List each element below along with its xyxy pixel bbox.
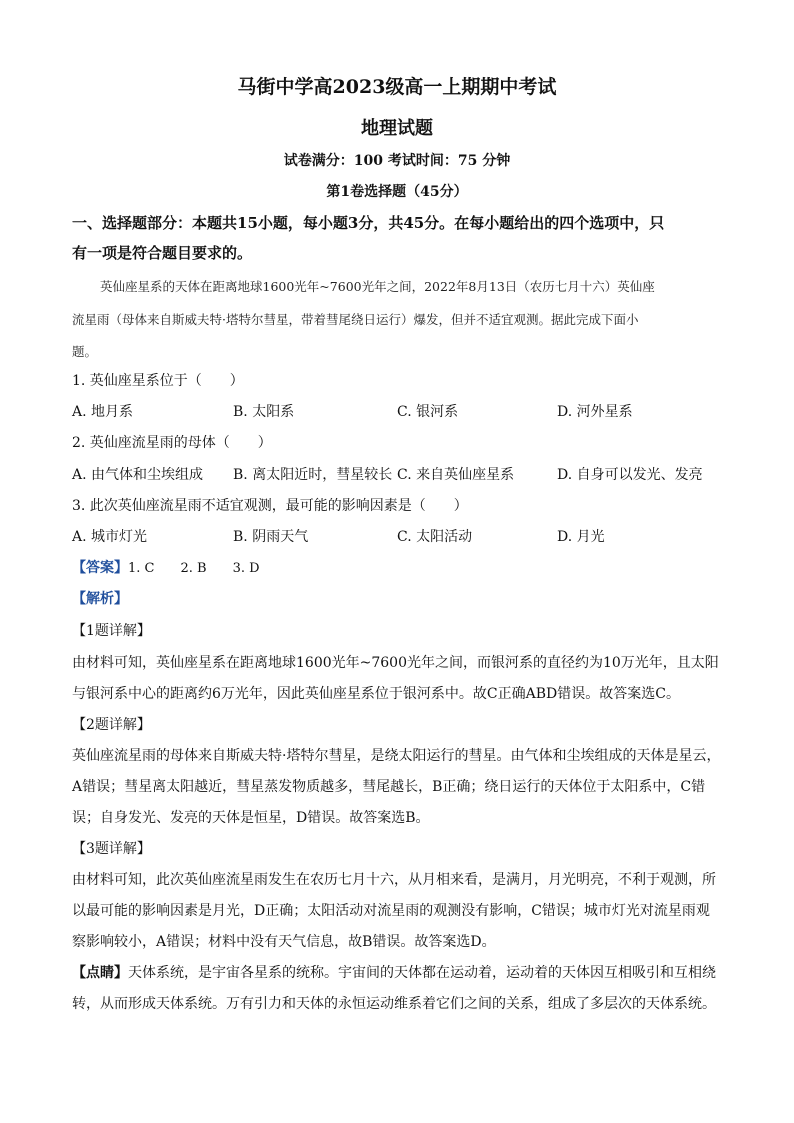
material-line1: 英仙座星系的天体在距离地球1600光年~7600光年之间，2022年8月13日（农历七月十六）英仙座: [100, 279, 655, 294]
question-1-stem: 1. 英仙座星系位于（ ）: [72, 373, 244, 389]
section-instruction-line2: 有一项是符合题目要求的。: [72, 244, 253, 262]
tip-label: 【点睛】: [72, 965, 128, 981]
material-line3: 题。: [72, 344, 98, 359]
q2-detail-line: 误；自身发光、发亮的天体是恒星，D错误。故答案选B。: [72, 810, 430, 826]
question-1-option-d: D. 河外星系: [557, 404, 633, 420]
question-2-stem: 2. 英仙座流星雨的母体（ ）: [72, 435, 272, 451]
q3-detail-label: 【3题详解】: [72, 841, 151, 857]
question-3-stem: 3. 此次英仙座流星雨不适宜观测，最可能的影响因素是（ ）: [72, 498, 468, 514]
question-3-option-b: B. 阴雨天气: [233, 529, 309, 545]
answer-values: 1. C 2. B 3. D: [128, 561, 260, 576]
question-1-option-b: B. 太阳系: [233, 404, 295, 420]
question-3-option-d: D. 月光: [557, 529, 605, 545]
q1-detail-line: 由材料可知，英仙座星系在距离地球1600光年~7600光年之间，而银河系的直径约为10万光年，且太阳: [72, 655, 719, 671]
q2-detail-label: 【2题详解】: [72, 717, 151, 733]
part-title: 第1卷选择题（45分）: [326, 184, 468, 200]
question-3-option-a: A. 城市灯光: [72, 529, 148, 545]
exam-title: 马街中学高2023级高一上期期中考试: [237, 76, 557, 98]
q1-detail-line: 与银河系中心的距离约6万光年，因此英仙座星系位于银河系中。故C正确ABD错误。故答案选C。: [72, 686, 680, 702]
question-2-option-b: B. 离太阳近时，彗星较长: [233, 467, 393, 483]
question-2-option-c: C. 来自英仙座星系: [397, 467, 515, 483]
tip-line-2: 转，从而形成天体系统。万有引力和天体的永恒运动维系着它们之间的关系，组成了多层次的天体系统。: [72, 996, 716, 1012]
q2-detail-line: 英仙座流星雨的母体来自斯威夫特·塔特尔彗星，是绕太阳运行的彗星。由气体和尘埃组成的天体是星云，: [72, 748, 721, 764]
question-1-option-c: C. 银河系: [397, 404, 459, 420]
question-3-option-c: C. 太阳活动: [397, 529, 473, 545]
material-line2: 流星雨（母体来自斯威夫特·塔特尔彗星，带着彗尾绕日运行）爆发，但并不适宜观测。据此完成下面小: [72, 312, 639, 327]
q2-detail-line: A错误；彗星离太阳越近，彗星蒸发物质越多，彗尾越长，B正确；绕日运行的天体位于太阳系中，C错: [72, 779, 706, 795]
q1-detail-label: 【1题详解】: [72, 623, 151, 639]
tip-text: 天体系统，是宇宙各星系的统称。宇宙间的天体都在运动着，运动着的天体因互相吸引和互相绕: [128, 965, 716, 981]
question-2-option-d: D. 自身可以发光、发亮: [557, 467, 703, 483]
question-2-option-a: A. 由气体和尘埃组成: [72, 467, 204, 483]
section-instruction-line1: 一、选择题部分：本题共15小题，每小题3分，共45分。在每小题给出的四个选项中，只: [72, 214, 665, 232]
tip-line: [72, 962, 716, 982]
q3-detail-line: 以最可能的影响因素是月光，D正确；太阳活动对流星雨的观测没有影响，C错误；城市灯光对流星雨观: [72, 903, 710, 919]
answer-line: [72, 557, 260, 577]
question-1-option-a: A. 地月系: [72, 404, 134, 420]
exam-meta: 试卷满分：100 考试时间：75 分钟: [283, 153, 511, 169]
analysis-label: 【解析】: [72, 591, 128, 607]
q3-detail-line: 察影响较小，A错误；材料中没有天气信息，故B错误。故答案选D。: [72, 934, 496, 950]
q3-detail-line: 由材料可知，此次英仙座流星雨发生在农历七月十六，从月相来看，是满月，月光明亮，不利于观测，所: [72, 872, 716, 888]
subject-title: 地理试题: [361, 118, 433, 139]
answer-label: 【答案】: [72, 560, 128, 576]
